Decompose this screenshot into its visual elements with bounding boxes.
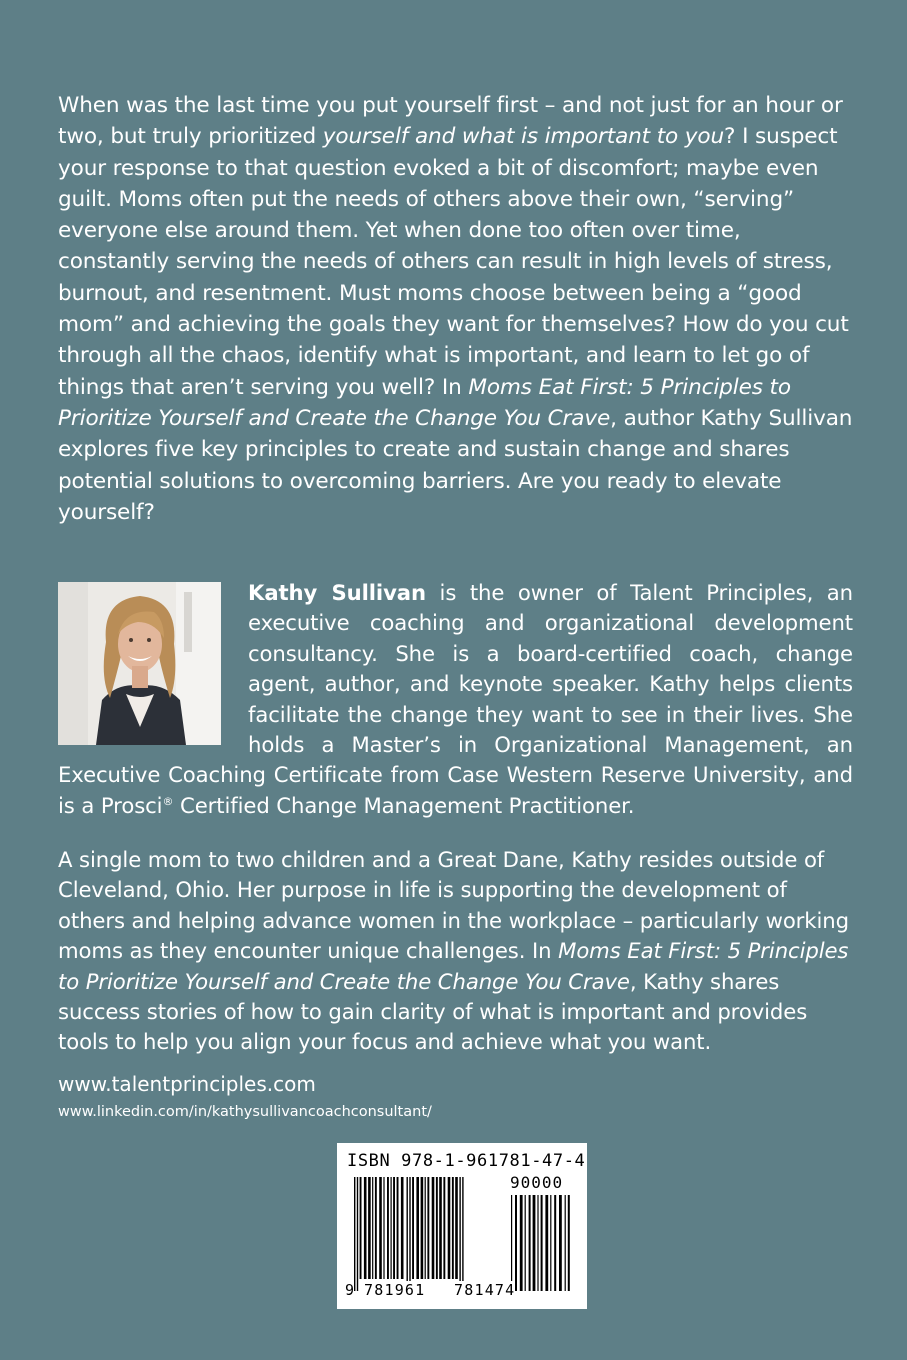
addon-bar <box>520 1195 523 1291</box>
bio2-part-1: A single mom to two children and a Great Dane, Kathy resides outside of Cleveland, Ohio. Her purpose in life is supporting the development of others and helping advance women in the workplace – particularly working moms as they encounter unique challenges. In <box>58 847 849 964</box>
addon-bar <box>559 1195 562 1291</box>
barcode-bar <box>432 1177 435 1279</box>
barcode-lead-digit: 9 <box>345 1281 355 1299</box>
blurb-book-title: Moms Eat First: 5 Principles to Prioritize Yourself and Create the Change You Crave <box>58 374 791 431</box>
addon-bar <box>545 1195 548 1291</box>
barcode-bar <box>416 1177 419 1279</box>
barcode-bar <box>379 1177 382 1279</box>
barcode-bar <box>443 1177 445 1279</box>
addon-bar <box>511 1195 512 1291</box>
addon-bar <box>554 1195 556 1291</box>
barcode-bar <box>425 1177 426 1279</box>
barcode-bar <box>421 1177 424 1279</box>
addon-bar <box>515 1195 517 1291</box>
book-description <box>58 90 853 528</box>
isbn-label: ISBN 978-1-961781-47-4 <box>347 1151 586 1171</box>
barcode-bar <box>375 1177 377 1279</box>
isbn-barcode <box>337 1143 587 1309</box>
addon-bar <box>568 1195 570 1291</box>
barcode-bar <box>364 1177 367 1279</box>
price-addon-digits: 90000 <box>510 1173 564 1192</box>
blurb-part-2: ? I suspect your response to that question evoked a bit of discomfort; maybe even guilt. Moms often put the needs of others above their own, “serving” everyone else around them. Yet when done too often over time, constantly serving the needs of others can result in high levels of stress, burnout, and resentment. Must moms choose between being a “good mom” and achieving the goals they want for themselves? How do you cut through all the chaos, identify what is important, and learn to let go of things that aren’t serving you well? In <box>58 124 849 400</box>
author-bio <box>58 578 853 821</box>
barcode-bar <box>387 1177 389 1279</box>
barcode-bar <box>409 1177 410 1291</box>
addon-bar <box>533 1195 536 1291</box>
author-bio-text-2: Certified Change Management Practitioner. <box>173 792 635 818</box>
barcode-bar <box>357 1177 358 1291</box>
barcode-bar <box>393 1177 395 1279</box>
barcode-bar <box>452 1177 454 1279</box>
barcode-bar <box>427 1177 429 1279</box>
linkedin-link[interactable]: www.linkedin.com/in/kathysullivancoachconsultant/ <box>58 1104 432 1120</box>
barcode-bar <box>412 1177 414 1279</box>
website-link[interactable]: www.talentprinciples.com <box>58 1072 316 1096</box>
addon-bar <box>529 1195 531 1291</box>
blurb-part-3: , author Kathy Sullivan explores five key principles to create and sustain change and shares potential solutions to overcoming barriers. Are you ready to elevate yourself? <box>58 405 853 525</box>
barcode-bar <box>383 1177 384 1279</box>
barcode-bar <box>439 1177 442 1279</box>
barcode-right-digits: 781474 <box>454 1281 516 1299</box>
addon-bar <box>537 1195 538 1291</box>
bio2-book-title: Moms Eat First: 5 Principles to Prioritize Yourself and Create the Change You Crave <box>58 938 849 994</box>
barcode-bar <box>360 1177 362 1279</box>
bio2-part-2: , Kathy shares success stories of how to gain clarity of what is important and provides tools to help you align your focus and achieve what you want. <box>58 968 808 1055</box>
barcode-bar <box>401 1177 404 1279</box>
barcode-left-digits: 781961 <box>364 1281 426 1299</box>
author-bio-personal <box>58 845 858 1058</box>
blurb-part-1: When was the last time you put yourself first – and not just for an hour or two, but truly prioritized <box>58 93 843 150</box>
addon-bar <box>565 1195 566 1291</box>
barcode-bar <box>372 1177 373 1279</box>
barcode-bar <box>391 1177 392 1279</box>
barcode-bar <box>397 1177 399 1279</box>
barcode-bar <box>368 1177 371 1279</box>
addon-bar <box>541 1195 543 1291</box>
barcode-bar <box>436 1177 438 1279</box>
addon-bar <box>525 1195 526 1291</box>
barcode-bar <box>407 1177 408 1291</box>
author-name: Kathy Sullivan <box>248 580 426 605</box>
barcode-bar <box>354 1177 355 1291</box>
blurb-italic-1: yourself and what is important to you <box>322 124 725 150</box>
barcode-bar <box>455 1177 458 1279</box>
author-bio-text-1: is the owner of Talent Principles, an executive coaching and organizational development consultancy. She is a board-certified coach, change agent, author, and keynote speaker. Kathy helps clients facilitate the change they want to see in their lives. She holds a Master’s in Organizational Management, an Executive Coaching Certificate from Case Western Reserve University, and is a Prosci <box>58 580 853 818</box>
barcode-bar <box>462 1177 463 1291</box>
barcode-bar <box>448 1177 451 1279</box>
registered-mark: ® <box>162 794 174 808</box>
addon-bar <box>550 1195 551 1291</box>
barcode-bar <box>459 1177 460 1291</box>
